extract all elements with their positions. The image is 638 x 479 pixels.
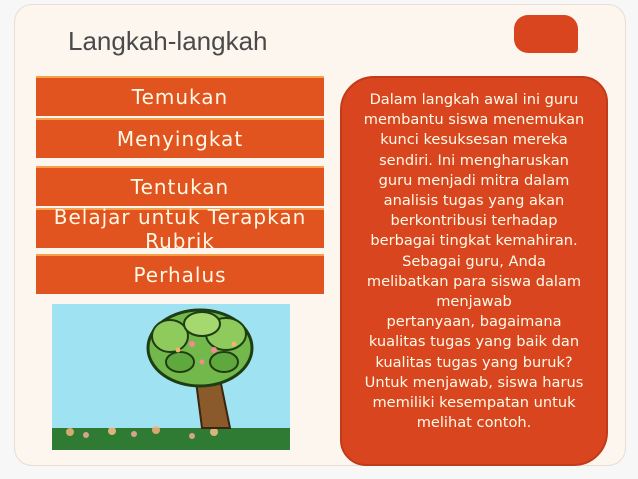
step-label: Perhalus xyxy=(133,263,227,287)
slide-badge xyxy=(514,15,578,53)
step-button-temukan[interactable] xyxy=(36,76,324,116)
callout-box xyxy=(340,76,608,466)
step-label-line-2: Rubrik xyxy=(145,229,215,253)
tree-crown xyxy=(148,310,252,386)
step-button-menyingkat[interactable] xyxy=(36,118,324,158)
step-label: Menyingkat xyxy=(116,127,244,151)
step-label: Tentukan xyxy=(130,175,230,199)
step-label-line-1: Belajar untuk Terapkan xyxy=(53,205,307,229)
step-button-belajar-untuk-terapkan-rubrik[interactable] xyxy=(36,205,324,253)
slide-title: Langkah-langkah xyxy=(68,26,268,56)
step-label: Temukan xyxy=(131,85,229,109)
step-button-tentukan[interactable] xyxy=(36,166,324,206)
callout-text: Dalam langkah awal ini guru membantu siswa menemukan kunci kesuksesan mereka sendiri. Ini mengharuskan guru menjadi mitra dalam analisis tugas yang akan berkontribusi terhadap berbagai tingkat kemahiran. Sebagai guru, Anda melibatkan para siswa dalam menjawab pertanyaan, bagaimana kualitas tugas yang baik dan kualitas tugas yang buruk? Untuk menjawab, siswa harus memiliki kesempatan untuk melihat contoh. xyxy=(363,91,585,432)
step-button-perhalus[interactable] xyxy=(36,254,324,294)
tree-clipart-image xyxy=(52,304,290,450)
grass-ground xyxy=(52,428,290,450)
